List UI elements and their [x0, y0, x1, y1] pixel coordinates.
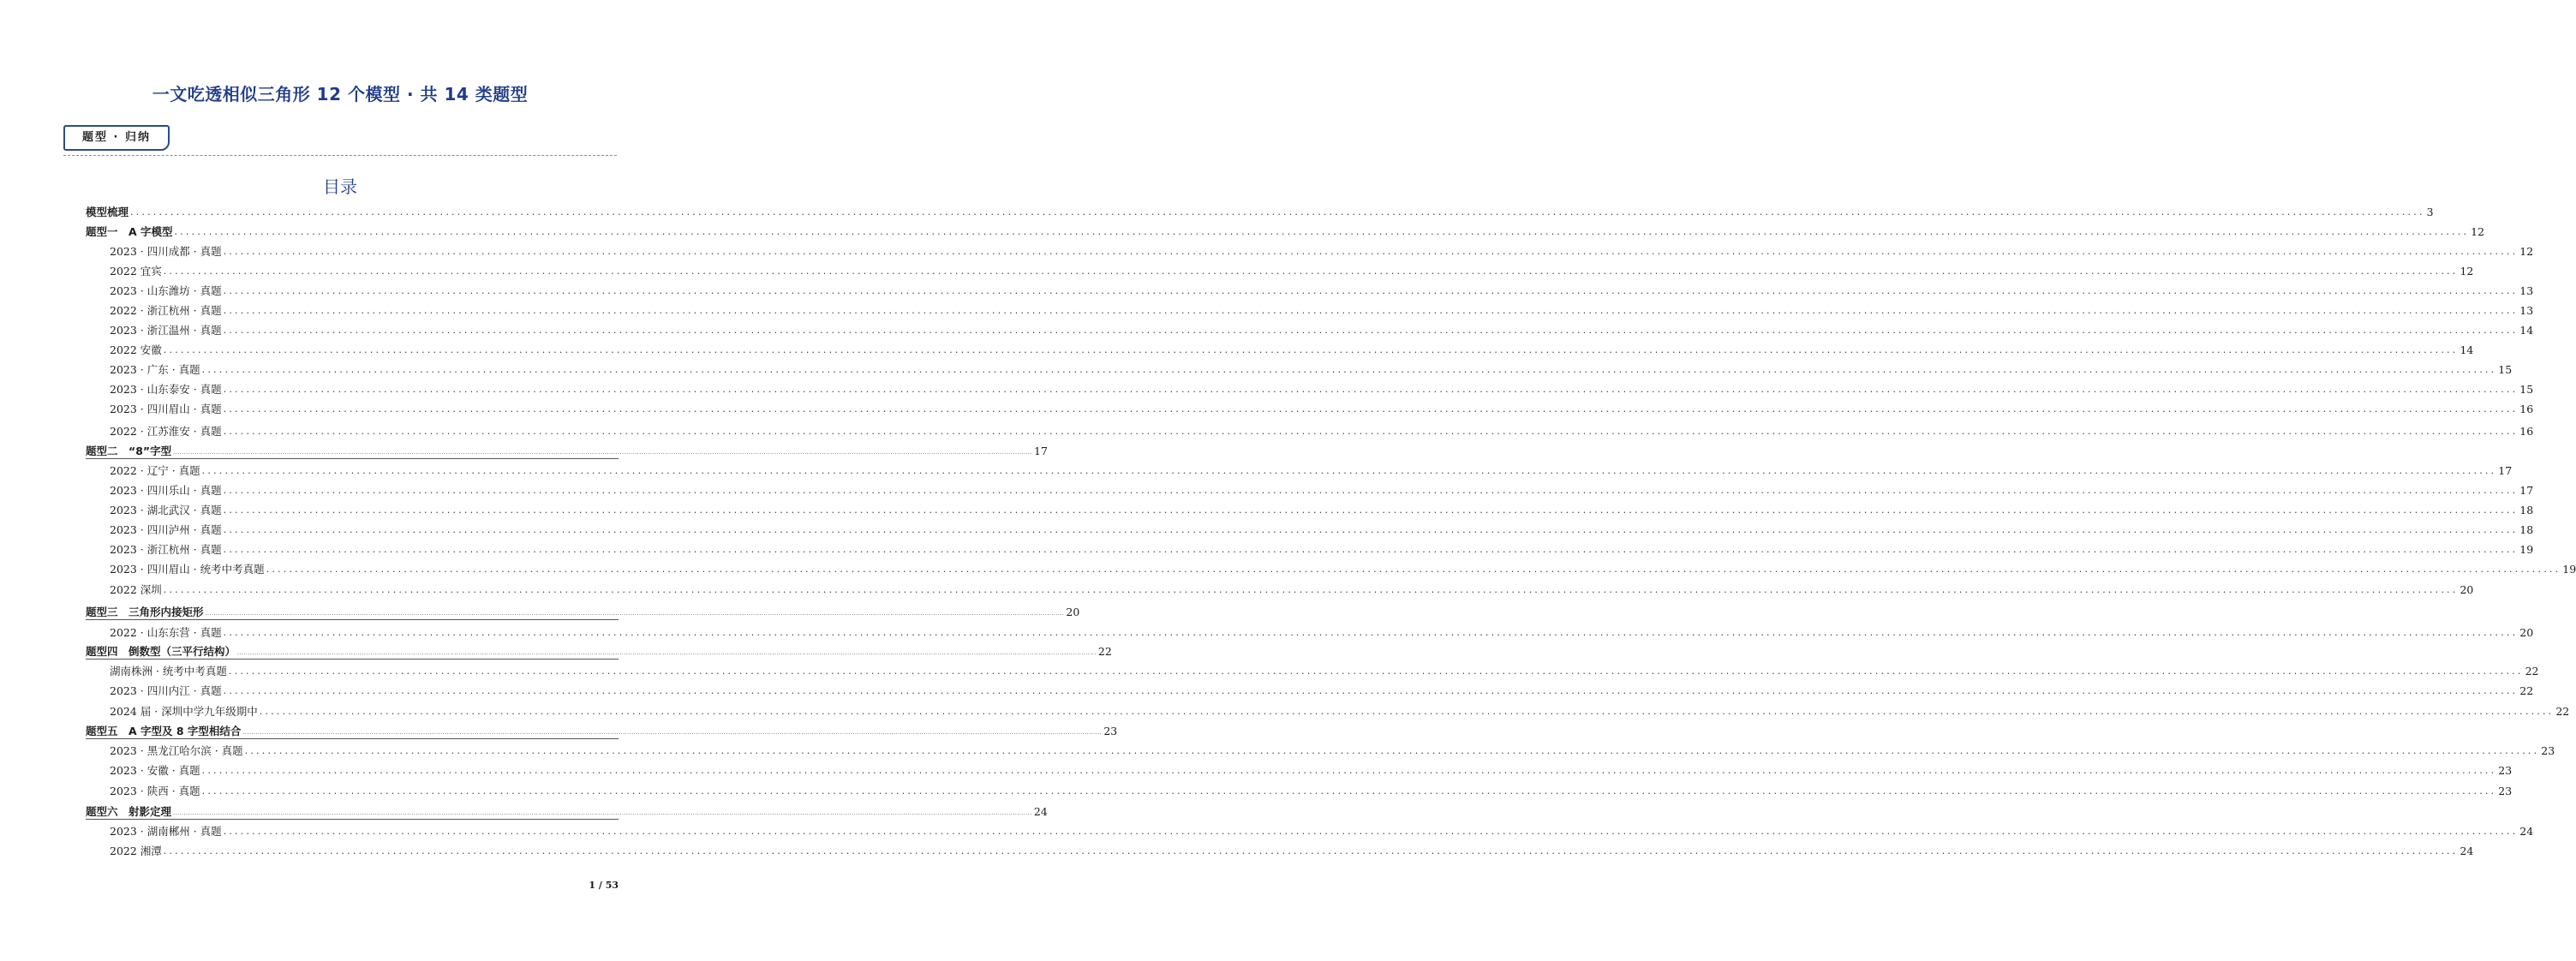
toc-subentry[interactable]: [86, 420, 2534, 439]
toc-entry-label: 2022 · 辽宁 · 真题: [110, 464, 200, 477]
toc-entry-page: 3: [2426, 206, 2434, 218]
toc-entry-label: 2022 · 山东东营 · 真题: [110, 626, 222, 639]
toc-subentry[interactable]: [86, 518, 2534, 537]
toc-entry-page: 18: [2519, 504, 2534, 516]
toc-section-entry[interactable]: [86, 200, 2434, 219]
toc-section-entry[interactable]: [86, 220, 2485, 239]
toc-subentry[interactable]: [86, 260, 2474, 278]
toc-entry-page: 19: [2519, 543, 2534, 556]
toc-subentry[interactable]: [86, 558, 2576, 576]
toc-subentry[interactable]: [86, 459, 2513, 478]
toc-entry-label: 题型三 三角形内接矩形: [86, 606, 204, 618]
toc-leader-dots: ................................................................................................................................................................................................................................................................................................................................................................................................................: [201, 765, 2497, 776]
toc-section-entry[interactable]: [86, 800, 1048, 820]
toc-entry-label: 2022 宜宾: [110, 265, 162, 278]
toc-entry-label: 湖南株洲 · 统考中考真题: [110, 665, 227, 677]
toc-entry-label: 2022 深圳: [110, 583, 162, 596]
toc-leader-dots: ................................................................................................................................................................................................................................................................................................................................................................................................................: [223, 403, 2519, 415]
toc-leader-dots: ................................................................................................................................................................................................................................................................................................................................................................................................................: [201, 364, 2497, 375]
toc-entry-page: 23: [1103, 725, 1118, 737]
toc-entry-page: 22: [2525, 665, 2539, 677]
toc-leader-dots: ................................................................................................................................................................................................................................................................................................................................................................................................................: [201, 465, 2497, 476]
toc-entry-page: 22: [1097, 645, 1112, 658]
toc-entry-label: 2022 湘潭: [110, 845, 162, 857]
toc-leader-dots: ................................................................................................................................................................................................................................................................................................................................................................................................................: [223, 246, 2519, 257]
toc-leader-dots: ................................................................................................................................................................................................................................................................................................................................................................................................................: [223, 384, 2519, 395]
toc-subentry[interactable]: [86, 299, 2534, 318]
toc-entry-label: 2023 · 黑龙江哈尔滨 · 真题: [110, 744, 243, 757]
toc-heading: 目录: [323, 176, 357, 197]
toc-entry-page: 17: [2519, 484, 2534, 497]
toc-section-entry[interactable]: [86, 439, 1048, 459]
toc-entry-label: 2023 · 四川眉山 · 统考中考真题: [110, 563, 265, 576]
toc-entry-page: 22: [2555, 705, 2570, 718]
toc-subentry[interactable]: [86, 378, 2534, 397]
toc-entry-page: 23: [2541, 744, 2555, 757]
toc-entry-label: 2022 · 江苏淮安 · 真题: [110, 425, 222, 438]
toc-leader-dots: ................................................................................................................................................................................................................................................................................................................................................................................................................: [163, 266, 2459, 277]
toc-subentry[interactable]: [86, 358, 2513, 377]
toc-leader-dots: ................................................................................................................................................................................................................................................................................................................................................................................................................: [223, 504, 2519, 516]
toc-leader-dots: ................................................................................................................................................................................................................................................................................................................................................................................................................: [223, 485, 2519, 496]
toc-entry-page: 14: [2459, 343, 2474, 356]
toc-section-entry[interactable]: [86, 640, 1112, 660]
toc-entry-page: 13: [2519, 304, 2534, 317]
toc-leader-dots: ................................................................................................................................................................................................................................................................................................................................................................................................................: [223, 627, 2519, 638]
toc-entry-label: 2023 · 山东泰安 · 真题: [110, 383, 222, 396]
toc-leader-dots: ................................................................................................................................................................................................................................................................................................................................................................................................................: [205, 611, 1065, 617]
toc-entry-label: 2023 · 四川成都 · 真题: [110, 245, 222, 258]
toc-subentry[interactable]: [86, 498, 2534, 517]
toc-leader-dots: ................................................................................................................................................................................................................................................................................................................................................................................................................: [223, 826, 2519, 837]
toc-leader-dots: ................................................................................................................................................................................................................................................................................................................................................................................................................: [223, 305, 2519, 316]
toc-subentry[interactable]: [86, 739, 2555, 758]
toc-subentry[interactable]: [86, 397, 2534, 416]
toc-leader-dots: ................................................................................................................................................................................................................................................................................................................................................................................................................: [163, 845, 2459, 857]
toc-leader-dots: ................................................................................................................................................................................................................................................................................................................................................................................................................: [266, 564, 2561, 575]
toc-entry-label: 2024 届 · 深圳中学九年级期中: [110, 705, 258, 718]
toc-section-entry[interactable]: [86, 719, 1118, 739]
toc-entry-label: 题型四 倒数型（三平行结构）: [86, 645, 236, 658]
toc-leader-dots: ................................................................................................................................................................................................................................................................................................................................................................................................................: [130, 206, 2425, 218]
toc-subentry[interactable]: [86, 538, 2534, 557]
toc-leader-dots: ................................................................................................................................................................................................................................................................................................................................................................................................................: [237, 650, 1097, 656]
toc-subentry[interactable]: [86, 578, 2474, 597]
toc-entry-label: 2023 · 湖北武汉 · 真题: [110, 504, 222, 516]
toc-entry-label: 题型一 A 字模型: [86, 225, 173, 238]
toc-entry-page: 12: [2471, 225, 2485, 238]
toc-entry-page: 13: [2519, 284, 2534, 297]
toc-entry-page: 12: [2459, 265, 2474, 278]
toc-entry-page: 16: [2519, 425, 2534, 438]
toc-leader-dots: ................................................................................................................................................................................................................................................................................................................................................................................................................: [244, 745, 2540, 756]
toc-entry-page: 18: [2519, 523, 2534, 536]
toc-leader-dots: ................................................................................................................................................................................................................................................................................................................................................................................................................: [259, 706, 2555, 717]
toc-entry-page: 23: [2498, 785, 2513, 797]
toc-entry-page: 14: [2519, 324, 2534, 337]
toc-entry-page: 19: [2562, 563, 2576, 576]
toc-leader-dots: ................................................................................................................................................................................................................................................................................................................................................................................................................: [223, 285, 2519, 296]
toc-subentry[interactable]: [86, 338, 2474, 357]
toc-entry-page: 20: [2459, 583, 2474, 596]
toc-entry-page: 24: [2459, 845, 2474, 857]
toc-subentry[interactable]: [86, 240, 2534, 259]
toc-entry-page: 17: [2498, 464, 2513, 477]
toc-subentry[interactable]: [86, 621, 2534, 640]
toc-entry-label: 2023 · 山东潍坊 · 真题: [110, 284, 222, 297]
dashed-divider: [63, 155, 617, 156]
toc-entry-label: 2023 · 安徽 · 真题: [110, 764, 200, 777]
toc-entry-label: 2022 安徽: [110, 343, 162, 356]
toc-entry-label: 题型六 射影定理: [86, 805, 172, 818]
toc-entry-label: 模型梳理: [86, 206, 129, 218]
toc-entry-label: 2023 · 浙江杭州 · 真题: [110, 543, 222, 556]
toc-entry-label: 2023 · 四川乐山 · 真题: [110, 484, 222, 497]
toc-entry-label: 2023 · 浙江温州 · 真题: [110, 324, 222, 337]
toc-leader-dots: ................................................................................................................................................................................................................................................................................................................................................................................................................: [228, 666, 2524, 677]
toc-leader-dots: ................................................................................................................................................................................................................................................................................................................................................................................................................: [173, 810, 1032, 816]
toc-subentry[interactable]: [86, 820, 2534, 839]
section-tag: 题型 · 归纳: [63, 125, 170, 151]
toc-entry-page: 16: [2519, 403, 2534, 415]
toc-entry-page: 24: [1033, 805, 1048, 818]
toc-entry-page: 22: [2519, 684, 2534, 697]
toc-entry-label: 题型五 A 字型及 8 字型相结合: [86, 725, 242, 737]
toc-entry-label: 2023 · 四川泸州 · 真题: [110, 523, 222, 536]
toc-subentry[interactable]: [86, 759, 2513, 778]
toc-entry-label: 题型二 “8”字型: [86, 445, 172, 457]
toc-entry-page: 24: [2519, 825, 2534, 838]
document-title: 一文吃透相似三角形 12 个模型 · 共 14 类题型: [152, 84, 529, 104]
toc-subentry[interactable]: [86, 479, 2534, 498]
toc-leader-dots: ................................................................................................................................................................................................................................................................................................................................................................................................................: [223, 426, 2519, 437]
toc-entry-label: 2023 · 陕西 · 真题: [110, 785, 200, 797]
toc-entry-label: 2022 · 浙江杭州 · 真题: [110, 304, 222, 317]
toc-leader-dots: ................................................................................................................................................................................................................................................................................................................................................................................................................: [173, 450, 1033, 456]
toc-subentry[interactable]: [86, 319, 2534, 337]
toc-entry-page: 15: [2498, 363, 2513, 376]
toc-subentry[interactable]: [86, 700, 2570, 719]
toc-leader-dots: ................................................................................................................................................................................................................................................................................................................................................................................................................: [163, 344, 2459, 355]
toc-leader-dots: ................................................................................................................................................................................................................................................................................................................................................................................................................: [223, 544, 2519, 555]
toc-subentry[interactable]: [86, 660, 2539, 678]
toc-leader-dots: ................................................................................................................................................................................................................................................................................................................................................................................................................: [201, 785, 2497, 797]
toc-entry-label: 2023 · 湖南郴州 · 真题: [110, 825, 222, 838]
page-number: 1 / 53: [589, 880, 619, 891]
toc-leader-dots: ................................................................................................................................................................................................................................................................................................................................................................................................................: [242, 730, 1103, 736]
toc-leader-dots: ................................................................................................................................................................................................................................................................................................................................................................................................................: [223, 685, 2519, 696]
toc-entry-page: 12: [2519, 245, 2534, 258]
toc-subentry[interactable]: [86, 279, 2534, 298]
toc-subentry[interactable]: [86, 679, 2534, 698]
toc-leader-dots: ................................................................................................................................................................................................................................................................................................................................................................................................................: [174, 226, 2470, 237]
toc-entry-label: 2023 · 四川内江 · 真题: [110, 684, 222, 697]
toc-entry-page: 23: [2498, 764, 2513, 777]
toc-leader-dots: ................................................................................................................................................................................................................................................................................................................................................................................................................: [163, 584, 2459, 595]
toc-leader-dots: ................................................................................................................................................................................................................................................................................................................................................................................................................: [223, 524, 2519, 535]
toc-entry-label: 2023 · 四川眉山 · 真题: [110, 403, 222, 415]
toc-entry-page: 20: [1066, 606, 1080, 618]
toc-subentry[interactable]: [86, 839, 2474, 858]
toc-leader-dots: ................................................................................................................................................................................................................................................................................................................................................................................................................: [223, 325, 2519, 336]
toc-section-entry[interactable]: [86, 600, 1080, 620]
toc-subentry[interactable]: [86, 779, 2513, 798]
toc-entry-label: 2023 · 广东 · 真题: [110, 363, 200, 376]
toc-entry-page: 15: [2519, 383, 2534, 396]
toc-entry-page: 20: [2519, 626, 2534, 639]
toc-entry-page: 17: [1034, 445, 1048, 457]
